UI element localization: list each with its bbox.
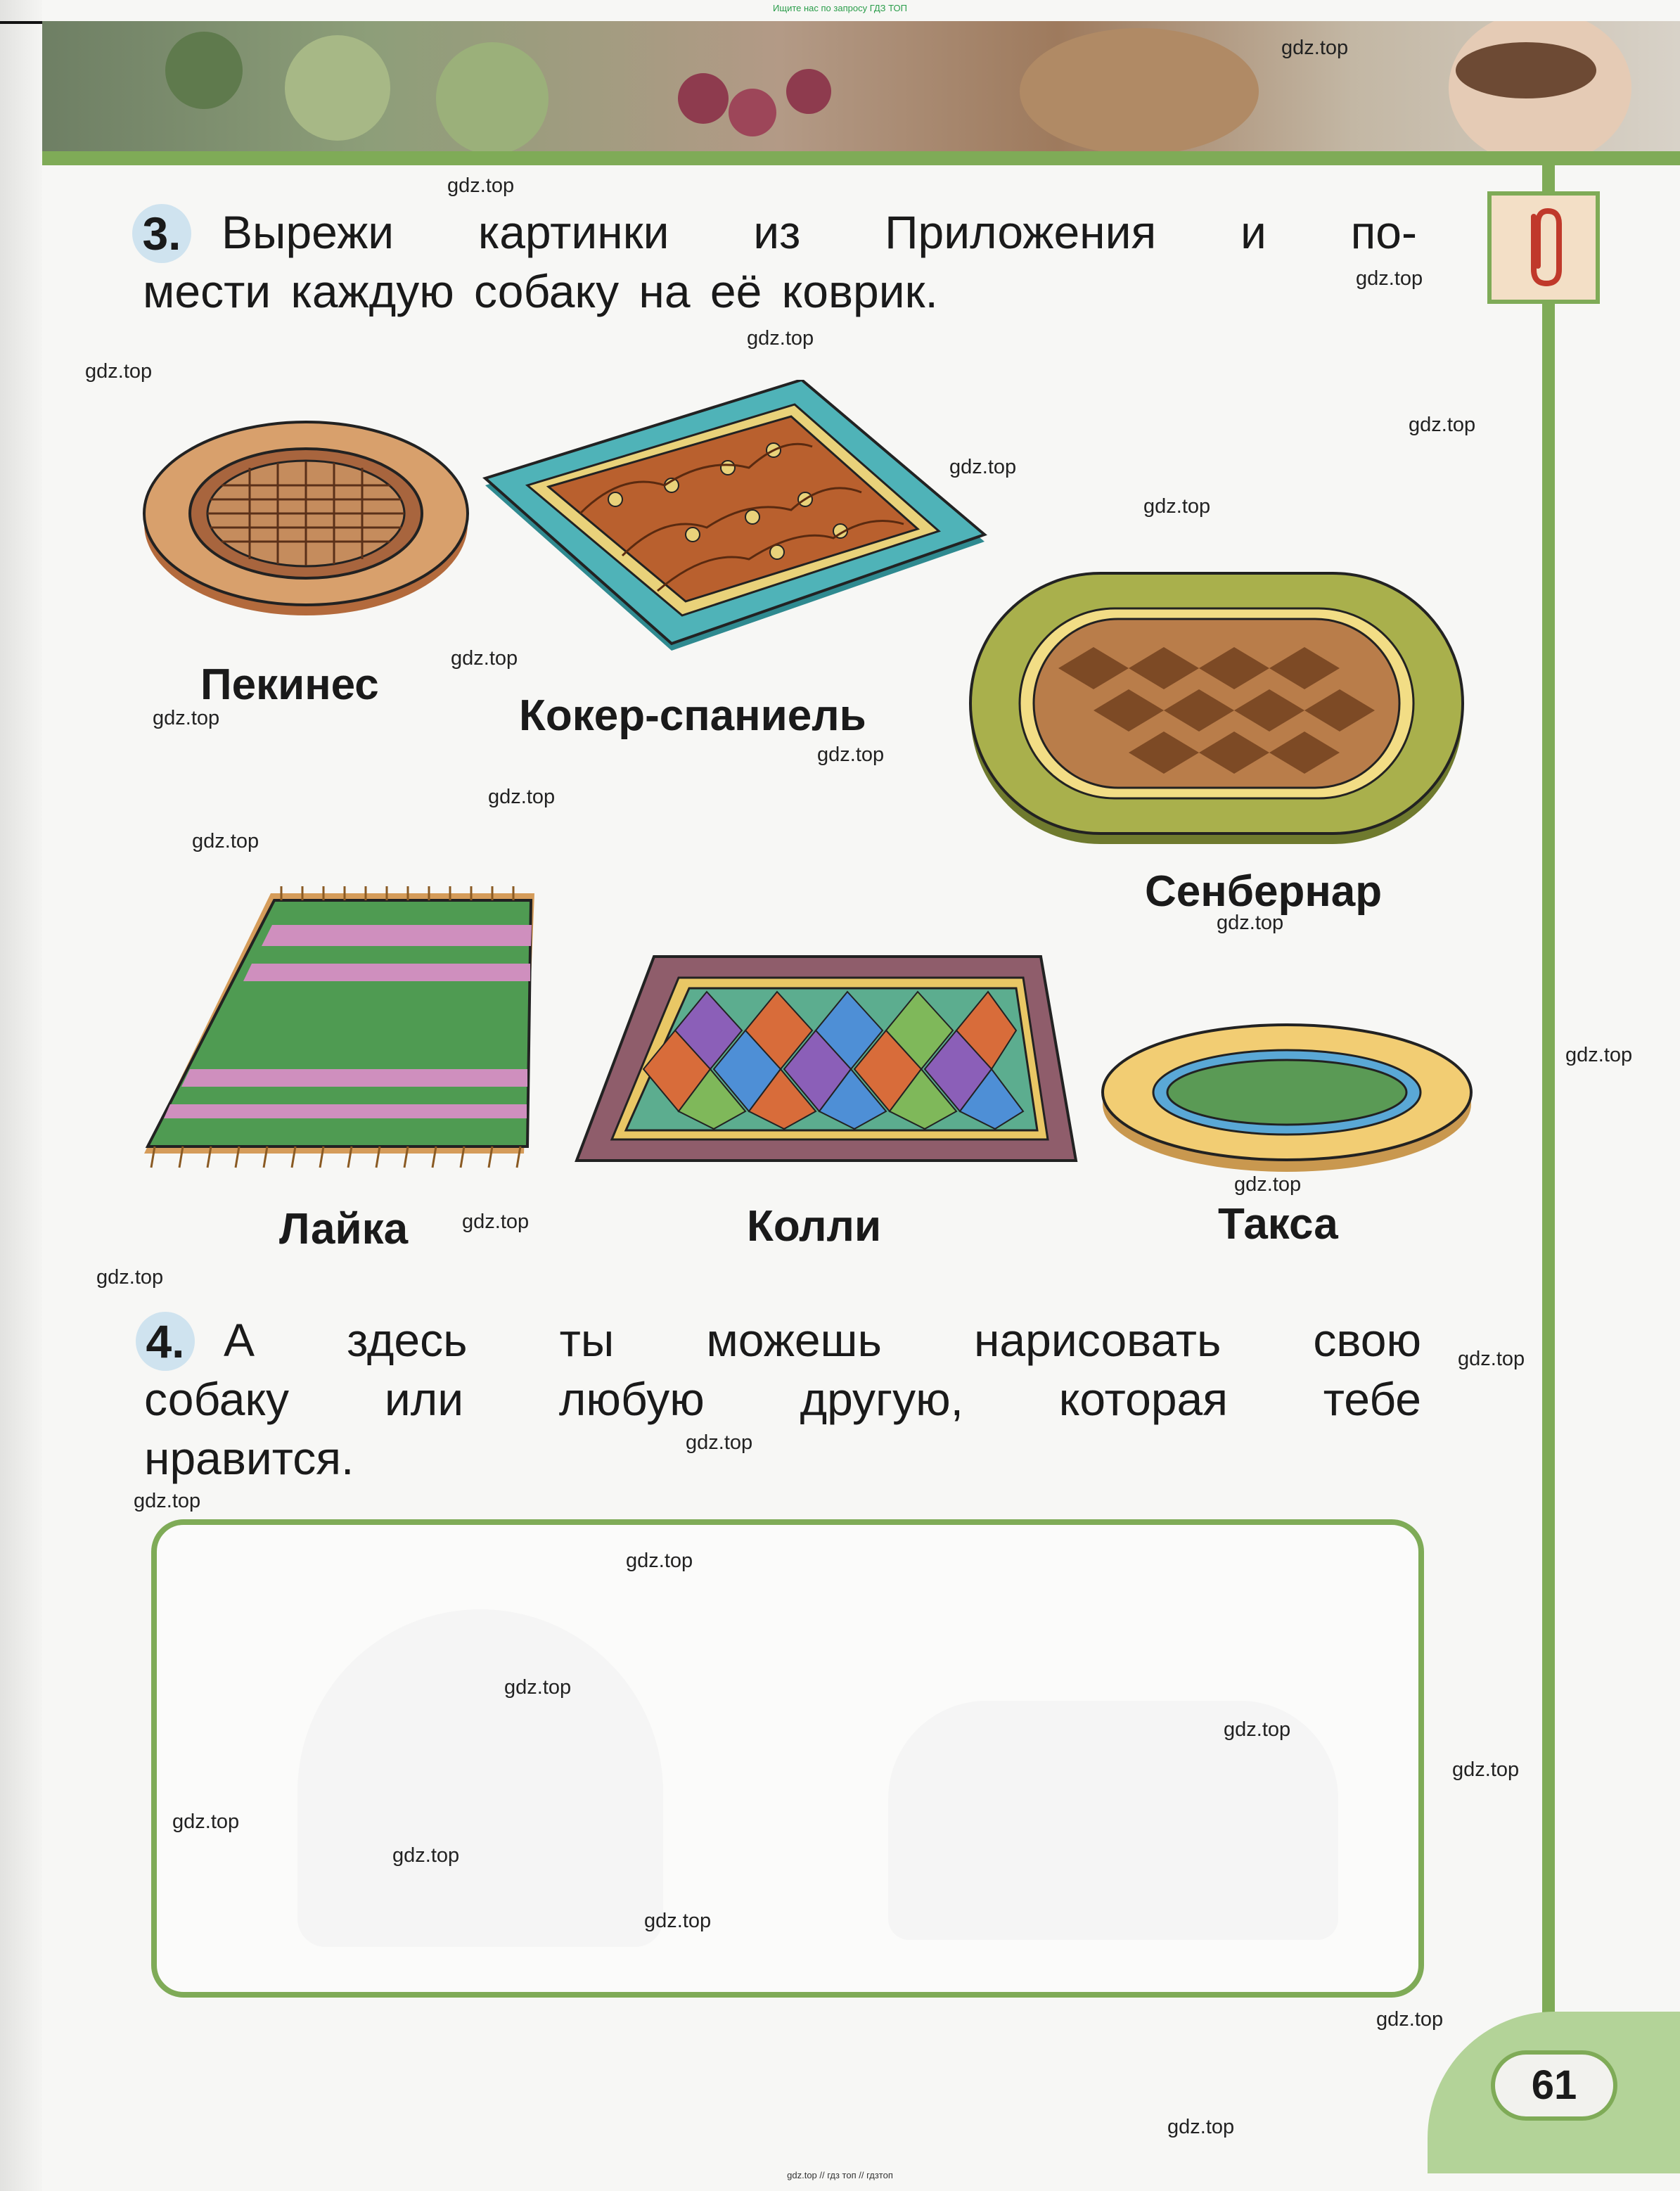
label-laika: Лайка <box>279 1205 409 1253</box>
task-3-number: 3. <box>132 204 191 263</box>
watermark: gdz.top <box>462 1211 530 1233</box>
watermark: gdz.top <box>644 1910 712 1932</box>
word: или <box>384 1373 464 1425</box>
watermark: gdz.top <box>172 1810 240 1833</box>
word: из <box>753 206 801 258</box>
koker-spaniel-rug <box>482 380 988 668</box>
label-kolli: Колли <box>747 1202 882 1251</box>
watermark: gdz.top <box>626 1550 693 1572</box>
margin-green-line <box>1542 165 1555 2064</box>
kolli-rug <box>573 953 1079 1171</box>
word: ты <box>559 1314 615 1366</box>
watermark: gdz.top <box>1356 267 1423 290</box>
watermark: gdz.top <box>192 830 259 852</box>
watermark: gdz.top <box>686 1431 753 1454</box>
paperclip-icon <box>1492 196 1596 300</box>
watermark: gdz.top <box>1217 912 1284 934</box>
watermark: gdz.top <box>1565 1044 1633 1066</box>
watermark: gdz.top <box>949 456 1017 478</box>
watermark: gdz.top <box>504 1676 572 1699</box>
word: тебе <box>1323 1373 1421 1425</box>
watermark: gdz.top <box>134 1490 201 1512</box>
task-3-line-1 <box>222 203 1417 262</box>
word: нарисовать <box>973 1314 1221 1366</box>
watermark: gdz.top <box>817 743 885 766</box>
taksa-rug <box>1097 1016 1477 1175</box>
word: другую, <box>800 1373 963 1425</box>
page-number: 61 <box>1491 2050 1617 2121</box>
drawing-area[interactable] <box>151 1519 1424 1998</box>
watermark: gdz.top <box>1167 2116 1235 2138</box>
header-photo-banner <box>42 21 1680 151</box>
senbernar-rug <box>967 570 1466 851</box>
bottom-note: gdz.top // гдз топ // гдзтоп <box>787 2170 893 2180</box>
word: любую <box>558 1373 705 1425</box>
watermark: gdz.top <box>1234 1173 1302 1196</box>
watermark: gdz.top <box>488 786 556 808</box>
watermark: gdz.top <box>1452 1758 1520 1781</box>
label-senbernar: Сенбернар <box>1145 867 1383 916</box>
watermark: gdz.top <box>1224 1718 1291 1741</box>
word: А <box>224 1314 255 1366</box>
watermark: gdz.top <box>85 360 153 383</box>
label-taksa: Такса <box>1218 1200 1338 1248</box>
pekines-rug <box>137 408 475 619</box>
task-4-line-1 <box>224 1310 1421 1369</box>
word: картинки <box>477 206 669 258</box>
word: здесь <box>347 1314 468 1366</box>
word: и <box>1240 206 1267 258</box>
word: Вырежи <box>222 206 395 258</box>
task-4-number: 4. <box>136 1312 195 1371</box>
laika-rug <box>134 883 541 1175</box>
task-4-line-2 <box>144 1369 1421 1429</box>
word: свою <box>1313 1314 1421 1366</box>
watermark: gdz.top <box>451 647 518 670</box>
watermark: gdz.top <box>447 174 515 197</box>
watermark: gdz.top <box>1409 414 1476 436</box>
task-4-line-3: нравится. <box>144 1432 354 1484</box>
word: которая <box>1058 1373 1228 1425</box>
watermark: gdz.top <box>1376 2008 1444 2031</box>
book-spine <box>0 0 42 2191</box>
word: Приложения <box>885 206 1157 258</box>
show-through-shape <box>297 1609 663 1947</box>
word: собаку <box>144 1373 290 1425</box>
label-koker-spaniel: Кокер-спаниель <box>519 691 866 740</box>
watermark: gdz.top <box>1281 37 1349 59</box>
watermark: gdz.top <box>1458 1348 1525 1370</box>
word: можешь <box>706 1314 882 1366</box>
watermark: gdz.top <box>96 1266 164 1289</box>
word: по- <box>1350 206 1417 258</box>
appendix-marker <box>1487 191 1600 304</box>
top-note: Ищите нас по запросу ГДЗ ТОП <box>773 3 907 13</box>
watermark: gdz.top <box>392 1844 460 1867</box>
watermark: gdz.top <box>1143 495 1211 518</box>
header-green-bar <box>42 151 1680 165</box>
label-pekines: Пекинес <box>200 660 379 709</box>
watermark: gdz.top <box>153 707 220 729</box>
task-3-line-2: мести каждую собаку на её коврик. <box>143 265 938 317</box>
watermark: gdz.top <box>747 327 814 350</box>
